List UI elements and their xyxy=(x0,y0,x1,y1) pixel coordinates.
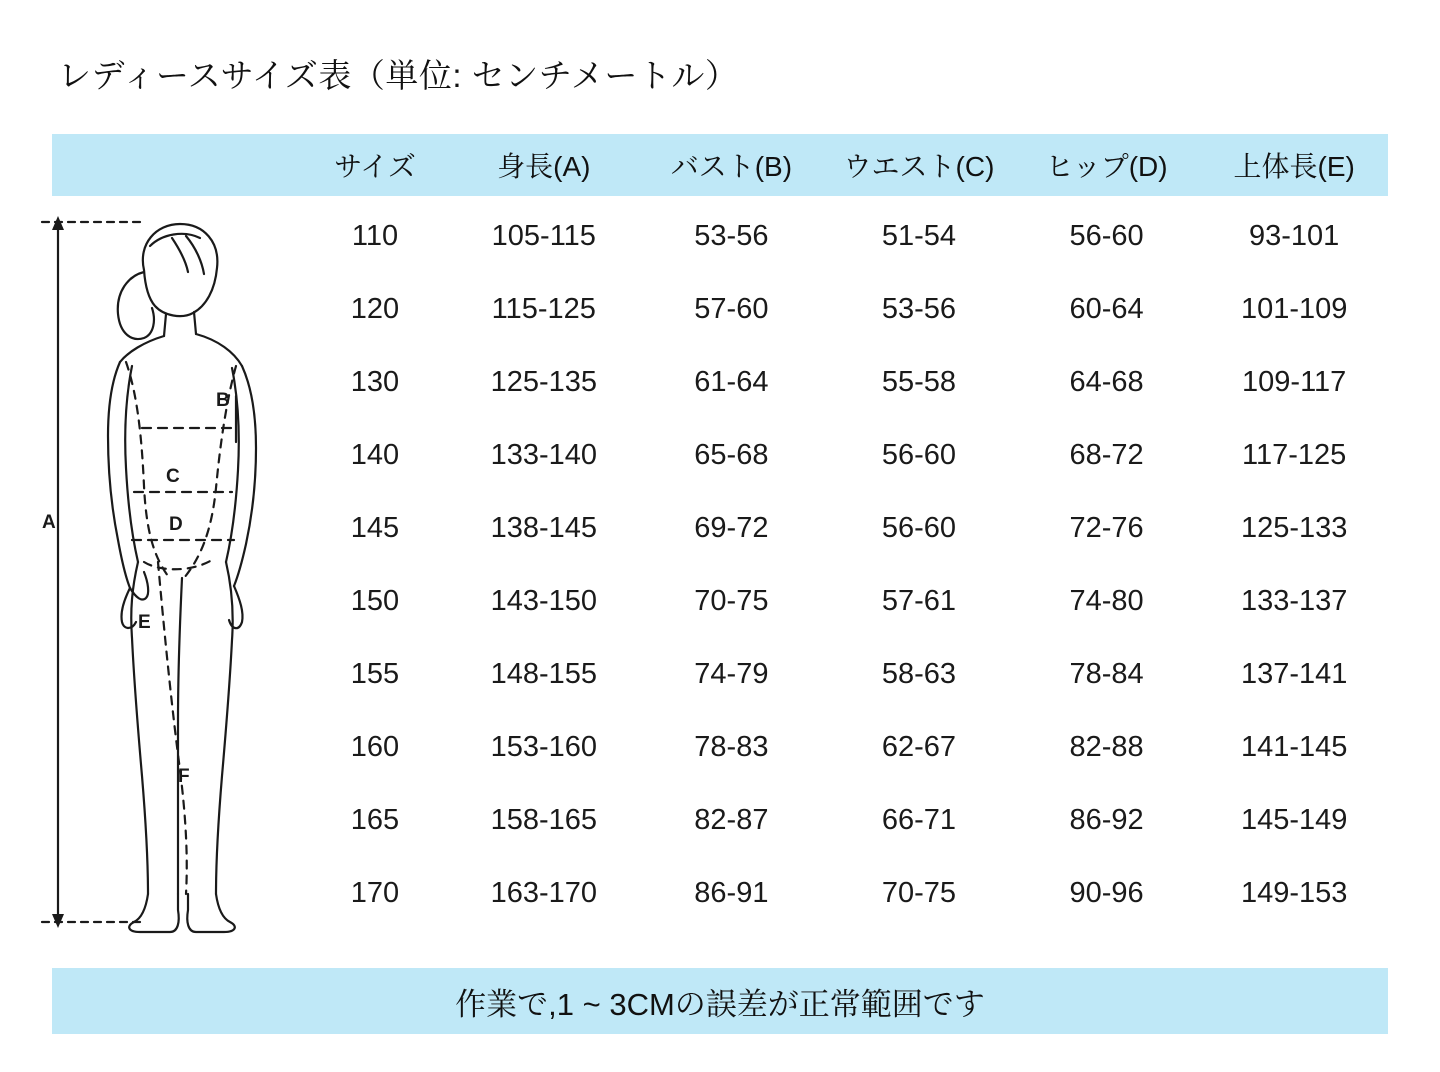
cell-hip: 72-76 xyxy=(1069,512,1144,544)
cell-size: 140 xyxy=(350,439,400,471)
figure-label-a: A xyxy=(42,512,56,533)
cell-bust: 53-56 xyxy=(694,220,769,252)
cell-height: 138-145 xyxy=(490,512,598,544)
cell-waist: 51-54 xyxy=(881,220,957,252)
cell-height: 143-150 xyxy=(490,585,598,617)
cell-waist: 55-58 xyxy=(881,366,957,398)
cell-size: 155 xyxy=(350,658,400,690)
figure-label-d: D xyxy=(169,514,183,535)
cell-waist: 56-60 xyxy=(881,439,957,471)
cell-torso: 133-137 xyxy=(1240,585,1348,617)
cell-hip: 60-64 xyxy=(1069,293,1144,325)
cell-hip: 56-60 xyxy=(1069,220,1144,252)
cell-waist: 66-71 xyxy=(881,804,957,836)
cell-bust: 70-75 xyxy=(694,585,769,617)
cell-height: 115-125 xyxy=(491,293,596,325)
table-header-row xyxy=(52,134,1388,196)
column-header-bust: バスト(B) xyxy=(670,151,793,182)
cell-torso: 125-133 xyxy=(1240,512,1348,544)
column-header-waist: ウエスト(C) xyxy=(843,151,995,182)
cell-torso: 117-125 xyxy=(1242,439,1347,471)
cell-torso: 137-141 xyxy=(1240,658,1348,690)
cell-size: 165 xyxy=(350,804,400,836)
cell-hip: 90-96 xyxy=(1069,877,1144,909)
cell-height: 153-160 xyxy=(490,731,598,763)
footer-note-band xyxy=(52,968,1388,1034)
cell-height: 148-155 xyxy=(490,658,598,690)
cell-size: 120 xyxy=(350,293,400,325)
cell-hip: 74-80 xyxy=(1069,585,1144,617)
cell-torso: 93-101 xyxy=(1249,220,1340,252)
cell-bust: 61-64 xyxy=(694,366,769,398)
figure-label-f: F xyxy=(178,766,190,787)
cell-size: 150 xyxy=(350,585,400,617)
footer-note-text: 作業で,1 ~ 3CMの誤差が正常範囲です xyxy=(455,986,985,1022)
cell-height: 163-170 xyxy=(490,877,598,909)
measurement-figure xyxy=(20,210,310,950)
cell-waist: 58-63 xyxy=(881,658,957,690)
cell-size: 160 xyxy=(350,731,400,763)
column-header-torso: 上体長(E) xyxy=(1233,151,1355,182)
cell-waist: 56-60 xyxy=(881,512,957,544)
cell-height: 125-135 xyxy=(490,366,598,398)
cell-hip: 82-88 xyxy=(1069,731,1144,763)
figure-label-e: E xyxy=(138,612,151,633)
cell-bust: 82-87 xyxy=(694,804,769,836)
cell-bust: 74-79 xyxy=(694,658,769,690)
cell-bust: 57-60 xyxy=(694,293,769,325)
figure-label-c: C xyxy=(166,466,180,487)
cell-waist: 53-56 xyxy=(881,293,957,325)
cell-waist: 70-75 xyxy=(881,877,957,909)
cell-torso: 141-145 xyxy=(1240,731,1348,763)
column-header-size: サイズ xyxy=(334,151,416,182)
cell-torso: 145-149 xyxy=(1240,804,1348,836)
cell-size: 110 xyxy=(351,220,399,252)
cell-waist: 57-61 xyxy=(881,585,957,617)
cell-size: 170 xyxy=(350,877,400,909)
cell-bust: 65-68 xyxy=(694,439,769,471)
cell-hip: 64-68 xyxy=(1069,366,1144,398)
cell-bust: 86-91 xyxy=(694,877,769,909)
cell-hip: 68-72 xyxy=(1069,439,1144,471)
cell-torso: 149-153 xyxy=(1240,877,1348,909)
cell-hip: 78-84 xyxy=(1069,658,1144,690)
cell-hip: 86-92 xyxy=(1069,804,1144,836)
cell-size: 145 xyxy=(350,512,400,544)
figure-label-b: B xyxy=(216,390,230,411)
column-header-height: 身長(A) xyxy=(497,151,591,182)
cell-bust: 69-72 xyxy=(694,512,769,544)
cell-size: 130 xyxy=(350,366,400,398)
cell-height: 133-140 xyxy=(490,439,598,471)
cell-torso: 109-117 xyxy=(1242,366,1347,398)
cell-height: 105-115 xyxy=(491,220,596,252)
cell-bust: 78-83 xyxy=(694,731,769,763)
cell-torso: 101-109 xyxy=(1240,293,1348,325)
column-header-hip: ヒップ(D) xyxy=(1045,151,1168,182)
page-title: レディースサイズ表（単位: センチメートル） xyxy=(58,57,739,94)
cell-waist: 62-67 xyxy=(881,731,957,763)
cell-height: 158-165 xyxy=(490,804,598,836)
